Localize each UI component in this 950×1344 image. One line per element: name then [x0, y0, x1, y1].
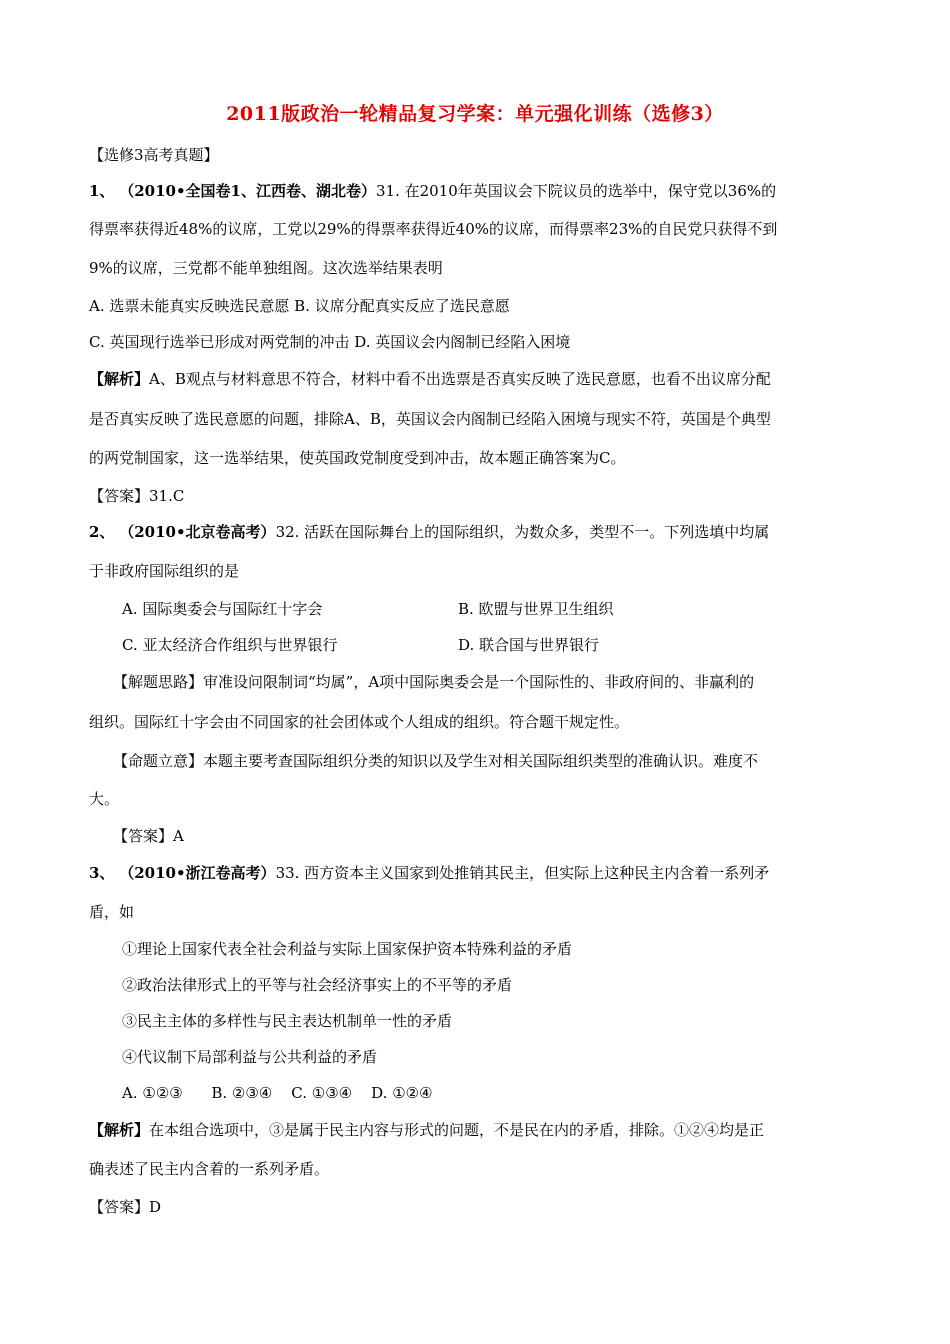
q2-stem-text: 32. 活跃在国际舞台上的国际组织，为数众多，类型不一。下列选填中均属	[275, 523, 770, 541]
q3-item-1: ①理论上国家代表全社会利益与实际上国家保护资本特殊利益的矛盾	[122, 940, 573, 958]
q1-stem-text: 31. 在2010年英国议会下院议员的选举中，保守党以36%的	[376, 182, 777, 200]
q3-item-2: ②政治法律形式上的平等与社会经济事实上的不平等的矛盾	[122, 976, 513, 994]
q1-number: 1、	[89, 182, 115, 200]
q1-analysis-text: A、B观点与材料意思不符合，材料中看不出选票是否真实反映了选民意愿，也看不出议席分配	[149, 370, 771, 388]
q2-stem-line2: 于非政府国际组织的是	[89, 562, 240, 580]
q1-analysis-line1	[89, 368, 771, 390]
q2-options-row2	[122, 634, 682, 656]
q3-stem-text: 33. 西方资本主义国家到处推销其民主，但实际上这种民主内含着一系列矛	[275, 864, 770, 882]
q2-stem-line1	[89, 521, 769, 543]
q3-analysis-line1	[89, 1119, 764, 1141]
q3-number: 3、	[89, 864, 115, 882]
q2-source: （2010•北京卷高考）	[119, 523, 276, 541]
q1-stem-line1	[89, 180, 776, 202]
section-header: 【选修3高考真题】	[89, 146, 219, 164]
q1-analysis-line2: 是否真实反映了选民意愿的问题，排除A、B，英国议会内阁制已经陷入困境与现实不符，英国是个典型	[89, 410, 771, 428]
q3-source: （2010•浙江卷高考）	[119, 864, 276, 882]
q1-options-line1: A. 选票未能真实反映选民意愿 B. 议席分配真实反应了选民意愿	[89, 297, 510, 315]
q3-analysis-line2: 确表述了民主内含着的一系列矛盾。	[89, 1160, 330, 1178]
q3-stem-line2: 盾，如	[89, 903, 135, 921]
q2-options-row1	[122, 598, 682, 620]
q3-item-4: ④代议制下局部利益与公共利益的矛盾	[122, 1048, 378, 1066]
q2-intent-line1: 【命题立意】本题主要考查国际组织分类的知识以及学生对相关国际组织类型的准确认识。难度不	[113, 752, 759, 770]
q2-answer: 【答案】A	[113, 827, 184, 845]
q2-approach-line2: 组织。国际红十字会由不同国家的社会团体或个人组成的组织。符合题干规定性。	[89, 713, 630, 731]
q3-analysis-label: 【解析】	[89, 1121, 150, 1139]
q3-options: A. ①②③ B. ②③④ C. ①③④ D. ①②④	[122, 1084, 433, 1102]
q2-approach-line1: 【解题思路】审准设问限制词“均属”，A项中国际奥委会是一个国际性的、非政府间的、非赢利的	[113, 673, 755, 691]
q3-stem-line1	[89, 862, 769, 884]
q1-source: （2010•全国卷1、江西卷、湖北卷）	[119, 182, 376, 200]
q2-option-c: C. 亚太经济合作组织与世界银行	[122, 636, 338, 654]
q1-answer: 【答案】31.C	[89, 487, 185, 505]
q3-item-3: ③民主主体的多样性与民主表达机制单一性的矛盾	[122, 1012, 453, 1030]
q2-option-b: B. 欧盟与世界卫生组织	[458, 600, 614, 618]
q3-analysis-text: 在本组合选项中，③是属于民主内容与形式的问题，不是民在内的矛盾，排除。①②④均是正	[149, 1121, 765, 1139]
q2-option-a: A. 国际奥委会与国际红十字会	[122, 600, 323, 618]
q1-analysis-label: 【解析】	[89, 370, 150, 388]
q3-answer: 【答案】D	[89, 1198, 162, 1216]
q2-intent-line2: 大。	[89, 790, 120, 808]
q1-options-line2: C. 英国现行选举已形成对两党制的冲击 D. 英国议会内阁制已经陷入困境	[89, 333, 571, 351]
q2-option-d: D. 联合国与世界银行	[458, 636, 600, 654]
q1-stem-line2: 得票率获得近48%的议席，工党以29%的得票率获得近40%的议席，而得票率23%的自民党只获得不到	[89, 220, 778, 238]
document-title: 2011版政治一轮精品复习学案：单元强化训练（选修3）	[226, 103, 724, 125]
q1-analysis-line3: 的两党制国家，这一选举结果，使英国政党制度受到冲击，故本题正确答案为C。	[89, 449, 626, 467]
q1-stem-line3: 9%的议席，三党都不能单独组阁。这次选举结果表明	[89, 259, 443, 277]
q2-number: 2、	[89, 523, 115, 541]
